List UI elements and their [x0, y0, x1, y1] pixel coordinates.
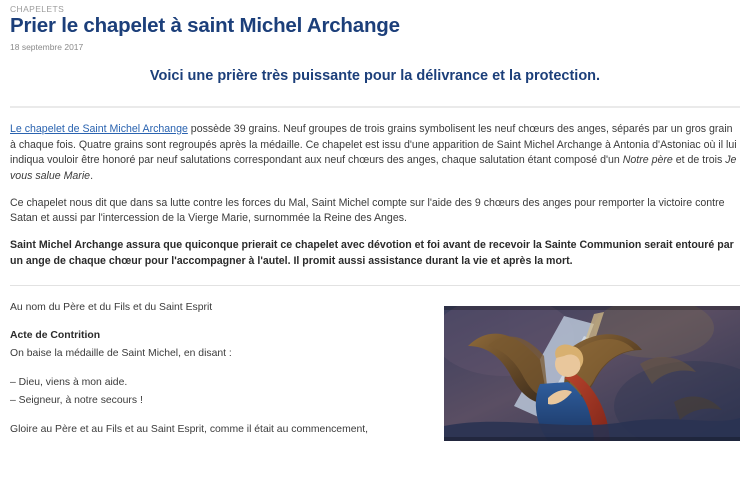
paragraph-1-text-b: et de trois	[672, 154, 726, 167]
prayer-text-column	[10, 300, 430, 444]
paragraph-1-text-c: .	[90, 169, 94, 182]
prayer-line-4: Gloire au Père et au Fils et au Saint Esprit, comme il était au commencement,	[10, 423, 369, 435]
divider-middle	[10, 285, 740, 286]
prayer-section-title: Acte de Contrition	[10, 329, 101, 341]
paragraph-1-italic-2: Je vous salue Marie	[10, 154, 737, 182]
chapelet-link[interactable]: Le chapelet de Saint Michel Archange	[10, 122, 188, 135]
saint-michel-archange-painting	[444, 306, 740, 441]
article-lede: Voici une prière très puissante pour la délivrance et la protection.	[149, 67, 601, 84]
prayer-section	[10, 300, 740, 444]
painting-illustration	[444, 306, 740, 441]
prayer-line-1: On baise la médaille de Saint Michel, en disant :	[10, 347, 232, 359]
paragraph-3: Saint Michel Archange assura que quiconque prierait ce chapelet avec dévotion et foi avant de recevoir la Sainte Communion serait entouré par un ange de chaque chœur pour l'accompagner à l'autel. Il promit aussi assistance durant la vie et après la mort.	[10, 238, 734, 267]
prayer-opening: Au nom du Père et du Fils et du Saint Esprit	[10, 302, 213, 314]
prayer-line-3: – Seigneur, à notre secours !	[10, 395, 143, 407]
prayer-line-2: – Dieu, viens à mon aide.	[10, 376, 128, 388]
paragraph-1-text-a: possède 39 grains. Neuf groupes de trois grains symbolisent les neuf chœurs des anges, séparés par un gros grain à chaque fois. Quatre grains sont regroupés après la médaille. Ce chapelet est issu d'une apparition de Saint Michel Archange à Antonia d'Astoniac où il lui indiqua vouloir être honoré par neuf salutations correspondant aux neuf chœurs des anges, chaque salutation étant composé d'un	[10, 122, 737, 167]
paragraph-2: Ce chapelet nous dit que dans sa lutte contre les forces du Mal, Saint Michel compte sur l'aide des 9 chœurs des anges pour remporter la victoire contre Satan et aussi par l'intercession de la Vierge Marie, surnommée la Reine des Anges.	[10, 196, 725, 225]
article-kicker: CHAPELETS	[10, 4, 65, 14]
paragraph-1-italic-1: Notre père	[622, 154, 673, 167]
divider-top	[10, 106, 740, 108]
article-image-column	[444, 300, 740, 441]
prayer-columns	[10, 300, 740, 444]
paragraph-1	[10, 122, 740, 185]
page-title: Prier le chapelet à saint Michel Archange	[10, 14, 400, 37]
article-date: 18 septembre 2017	[10, 41, 84, 52]
